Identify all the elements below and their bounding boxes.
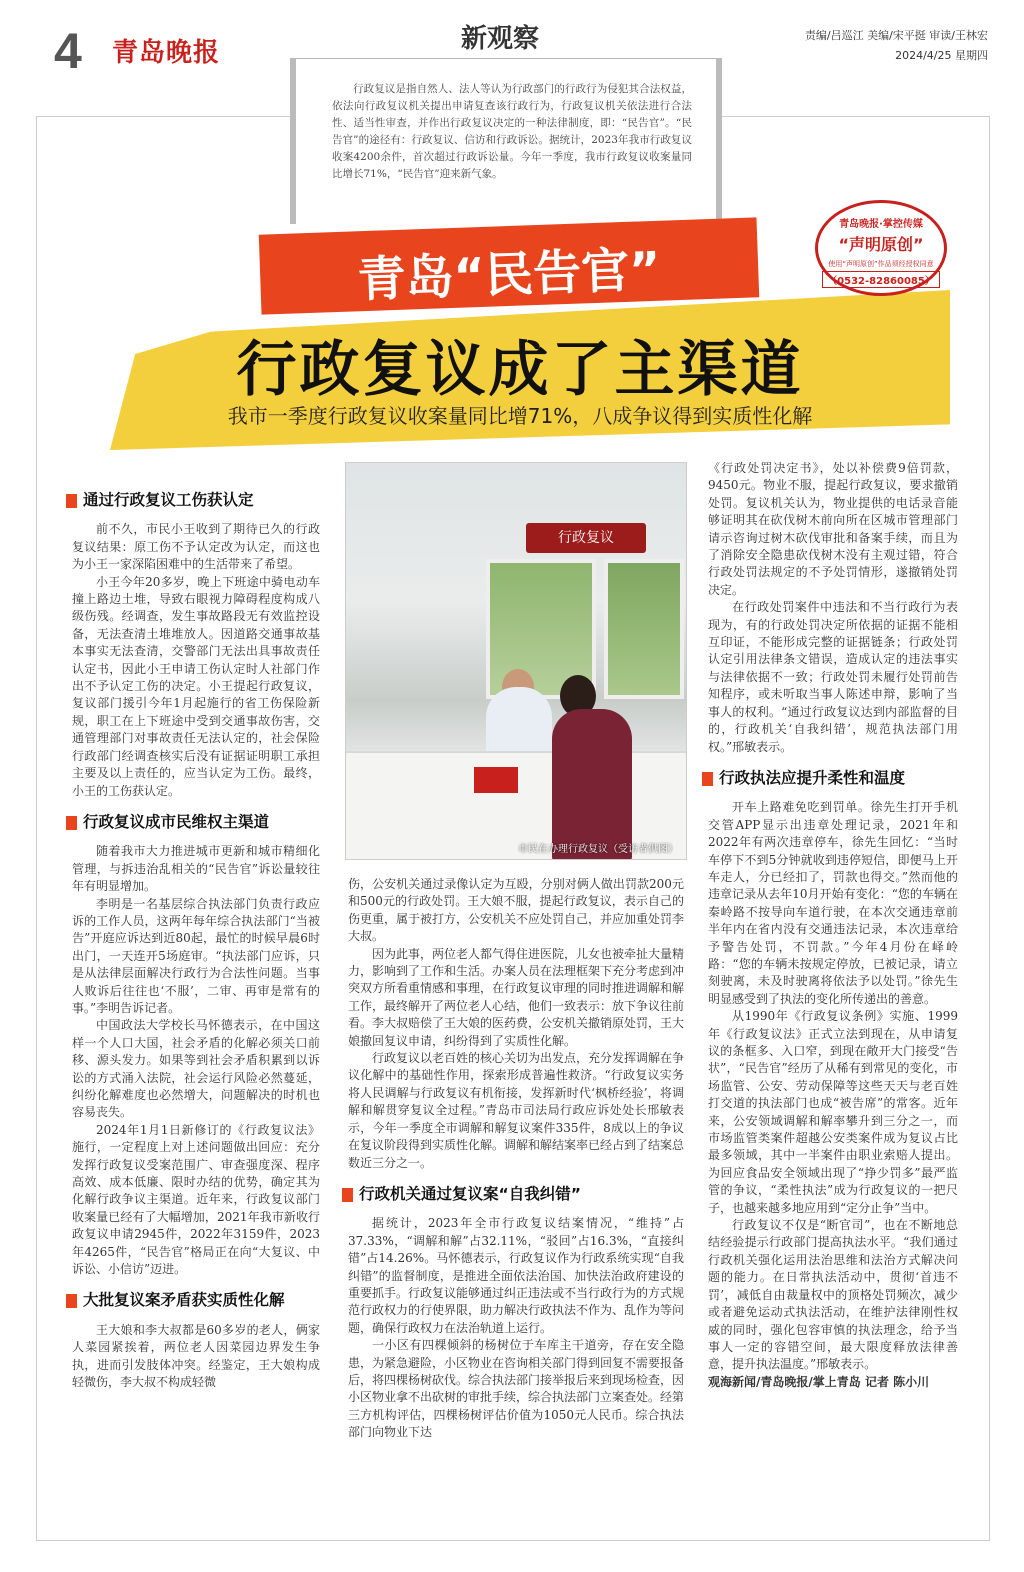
subheading-text: 行政执法应提升柔性和温度 (719, 768, 906, 787)
subheading-marker (342, 1188, 353, 1202)
editors-line: 责编/吕巡江 美编/宋平挺 审读/王林宏 (804, 29, 988, 42)
stamp-line2: “声明原创” (838, 235, 924, 254)
byline: 观海新闻/青岛晚报/掌上青岛 记者 陈小川 (708, 1374, 930, 1389)
subheading (66, 492, 320, 509)
subheading-text: 通过行政复议工伤获认定 (83, 491, 254, 509)
article-column-2 (348, 876, 684, 1442)
photo-citizen (552, 709, 632, 860)
subheading (66, 1292, 320, 1309)
paragraph: 2024年1月1日新修订的《行政复议法》施行，一定程度上对上述问题做出回应：充分发挥行政复议受案范围广、审查强度深、程序高效、成本低廉、限时办结的优势，确定其为化解行政争议主渠道。近年来，行政复议部门收案量已经有了大幅增加，2021年我市新收行政复议申请2945件，2022年3159件，2023年4265件，“民告官”格局正在向“大复议、中诉讼、小信访”迈进。 (72, 1122, 320, 1277)
page-number: 4 (54, 23, 82, 79)
photo-caption: 市民在办理行政复议（受访者供图） (518, 844, 678, 855)
subheading-marker (702, 772, 713, 786)
stamp-line3: 使用“声明原创”作品须经授权同意 (828, 260, 934, 268)
paragraph: 中国政法大学校长马怀德表示，在中国这样一个人口大国，社会矛盾的化解必须关口前移、源头发力。如果等到社会矛盾积累到以诉讼的方式涌入法院，社会运行风险必然蔓延，纠纷化解难度也必然增大，问题解决的时机也容易丧失。 (72, 1018, 320, 1120)
subheading (342, 1186, 684, 1203)
subheading-text: 行政机关通过复议案“自我纠错” (359, 1184, 581, 1203)
intro-box (290, 58, 722, 224)
subheading-text: 大批复议案矛盾获实质性化解 (83, 1291, 285, 1310)
editor-credits (805, 26, 988, 66)
news-photo (345, 462, 687, 860)
paragraph: 行政复议以老百姓的核心关切为出发点，充分发挥调解在争议化解中的基础性作用，探索形成普遍性救济。“行政复议实务将人民调解与行政复议有机衔接，发挥新时代‘枫桥经验’，将调解和解贯穿复议全过程。”青岛市司法局行政应诉处处长邢敏表示，今年一季度全市调解和解复议案件335件，8成以上的争议在复议阶段得到实质性化解。调解和解结案率已经占到了结案总数近三分之一。 (348, 1051, 685, 1170)
newspaper-logo: 青岛晚报 (112, 38, 221, 68)
issue-date: 2024/4/25 星期四 (895, 49, 988, 62)
paragraph: 伤，公安机关通过录像认定为互殴，分别对俩人做出罚款200元和500元的行政处罚。王大娘不服，提起行政复议，表示自己的伤更重，属于被打方，公安机关不应处罚自己，并应加重处罚李大叔。 (348, 877, 685, 944)
paragraph: 小王今年20多岁，晚上下班途中骑电动车撞上路边土堆，导致右眼视力障碍程度构成八级伤残。经调查，发生事故路段无有效监控设备，无法查清土堆堆放人。因道路交通事故基本事实无法查清，交警部门无法出具事故责任认定书，因此小王申请工伤认定时人社部门作出不予认定工伤的决定。小王提起行政复议，复议部门援引今年1月起施行的省工伤保险新规，职工在上下班途中受到交通事故伤害，交通管理部门对事故责任无法认定的，社会保险行政部门经调查核实后没有证据证明职工承担主要及以上责任的，应当认定为工伤。最终，小王的工伤获认定。 (72, 574, 320, 798)
stamp-phone: （0532-82860085） (822, 271, 940, 288)
stamp-line1: 青岛晚报·掌控传媒 (839, 219, 923, 230)
headline-line1: 青岛“民告官” (356, 241, 662, 309)
article-column-1 (72, 478, 320, 1392)
intro-text: 行政复议是指自然人、法人等认为行政部门的行政行为侵犯其合法权益，依法向行政复议机关提出申请复查该行政行为，行政复议机关依法进行合法性、适当性审查，并作出行政复议决定的一种法律制度，即：“民告官”。“民告官”的途径有：行政复议、信访和行政诉讼。据统计，2023年我市行政复议收案4200余件，首次超过行政诉讼量。今年一季度，我市行政复议收案量同比增长71%，“民告官”迎来新气象。 (332, 83, 692, 180)
subheading-marker (66, 816, 77, 830)
subheading (702, 770, 958, 787)
original-declaration-stamp (815, 200, 947, 296)
photo-flag (474, 767, 518, 793)
paragraph: 开车上路难免吃到罚单。徐先生打开手机交管APP显示出违章处理记录，2021年和2022年有两次违章停车，徐先生回忆：“当时车停下不到5分钟就收到违停短信，即便马上开车走人，分已经扣了，罚款也得交。”然而他的违章记录从去年10月开始有变化：“您的车辆在秦岭路不按导向车道行驶，在本次交通违章前半年内在省内没有交通违法记录，本次违章给予警告处罚，不罚款。”今年4月份在峄岭路：“您的车辆未按规定停放，已被记录，请立刻驶离，未及时驶离将依法予以处罚。”徐先生明显感受到了执法的变化所传递出的善意。 (708, 800, 958, 1006)
subheadline: 我市一季度行政复议收案量同比增71%，八成争议得到实质性化解 (227, 404, 813, 428)
subheading-marker (66, 494, 77, 508)
paragraph: 一小区有四棵倾斜的杨树位于车库主干道旁，存在安全隐患，为紧急避险，小区物业在咨询相关部门得到回复不需要报备后，将四棵杨树砍伐。综合执法部门接举报后来到现场检查，因小区物业拿不出砍树的审批手续，综合执法部门立案查处。经第三方机构评估，四棵杨树评估价值为1050元人民币。综合执法部门向物业下达 (348, 1338, 685, 1440)
paragraph: 《行政处罚决定书》，处以补偿费9倍罚款，9450元。物业不服，提起行政复议，要求撤销处罚。复议机关认为，物业提供的电话录音能够证明其在砍伐树木前向所在区城市管理部门请示咨询过树木砍伐审批和备案手续，而且为了消除安全隐患砍伐树木没有主观过错，符合行政处罚法规定的不予处罚情形，遂撤销处罚决定。 (708, 461, 958, 597)
photo-sign: 行政复议 (526, 523, 646, 553)
subheading (66, 814, 320, 831)
paragraph: 在行政处罚案件中违法和不当行政行为表现为，有的行政处罚决定所依据的证据不能相互印证，不能形成完整的证据链条；行政处罚认定引用法律条文错误，造成认定的违法事实与法律依据不一致；行政处罚未履行处罚前告知程序，或未听取当事人陈述申辩，影响了当事人的权利。“通过行政复议达到内部监督的目的，行政机关‘自我纠错’，规范执法部门用权。”邢敏表示。 (708, 600, 958, 754)
paragraph: 行政复议不仅是“断官司”，也在不断地总结经验提示行政部门提高执法水平。“我们通过行政机关强化运用法治思维和法治方式解决问题的能力。在日常执法活动中，贯彻‘首违不罚’，减低自由裁量权中的顶格处罚频次，减少或者避免运动式执法活动，在维护法律刚性权威的同时，强化包容审慎的执法理念，给予当事人一定的容错空间，最大限度释放法律善意，提升执法温度。”邢敏表示。 (708, 1218, 958, 1372)
photo-window (604, 559, 684, 699)
paragraph: 随着我市大力推进城市更新和城市精细化管理，与拆违治乱相关的“民告官”诉讼量较往年有明显增加。 (72, 844, 320, 894)
paragraph: 前不久，市民小王收到了期待已久的行政复议结果：原工伤不予认定改为认定，而这也为小王一家深陷困难中的生活带来了希望。 (72, 522, 320, 572)
headline-line2: 行政复议成了主渠道 (236, 335, 804, 405)
section-title: 新观察 (460, 24, 539, 54)
subheading-marker (66, 1294, 77, 1308)
paragraph: 王大娘和李大叔都是60多岁的老人，俩家人菜园紧挨着，两位老人因菜园边界发生争执，进而引发肢体冲突。经鉴定，王大娘构成轻微伤，李大叔不构成轻微 (72, 1322, 320, 1390)
article-column-3 (708, 460, 958, 1391)
paragraph: 据统计，2023年全市行政复议结案情况，“维持”占37.33%，“调解和解”占32.11%，“驳回”占16.3%，“直接纠错”占14.26%。马怀德表示，行政复议作为行政系统实现“自我纠错”的监督制度，是推进全面依法治国、加快法治政府建设的重要抓手。行政复议能够通过纠正违法或不当行政行为的方式规范行政权力的行使界限，助力解决行政执法不作为、乱作为等问题，确保行政权力在法治轨道上运行。 (348, 1216, 685, 1335)
paragraph: 因为此事，两位老人都气得住进医院，儿女也被牵扯大量精力，影响到了工作和生活。办案人员在法理框架下充分考虑到冲突双方所看重情感和事理，在行政复议审理的同时推进调解和解工作，最终解开了两位老人心结，他们一致表示：放下争议往前看。李大叔赔偿了王大娘的医药费，公安机关撤销原处罚，王大娘撤回复议申请，纠纷得到了实质性化解。 (348, 946, 685, 1048)
paragraph: 李明是一名基层综合执法部门负责行政应诉的工作人员，这两年每年综合执法部门“当被告”开庭应诉达到近80起，最忙的时候早晨6时出门，一天连开5场庭审。“执法部门应诉，只是从法律层面解决行政行为合法性问题。当事人败诉后往往也‘不服’，二审、再审是常有的事。”李明告诉记者。 (72, 896, 320, 1015)
paragraph: 从1990年《行政复议条例》实施、1999年《行政复议法》正式立法到现在，从申请复议的条框多、入口窄，到现在敞开大门接受“告状”，“民告官”经历了从稀有到常见的变化，市场监管、公安、劳动保障等这些天天与老百姓打交道的执法部门也成“被告席”的常客。近年来，公安领域调解和解率攀升到三分之一，而市场监管类案件超越公安类案件成为复议占比最多领域，其中一半案件由职业索赔人提出。为回应食品安全领域出现了“挣少罚多”最严监管的争议，“柔性执法”成为行政复议的一把尺子，也越来越多地应用到“定分止争”当中。 (708, 1009, 958, 1215)
subheading-text: 行政复议成市民维权主渠道 (83, 812, 270, 831)
